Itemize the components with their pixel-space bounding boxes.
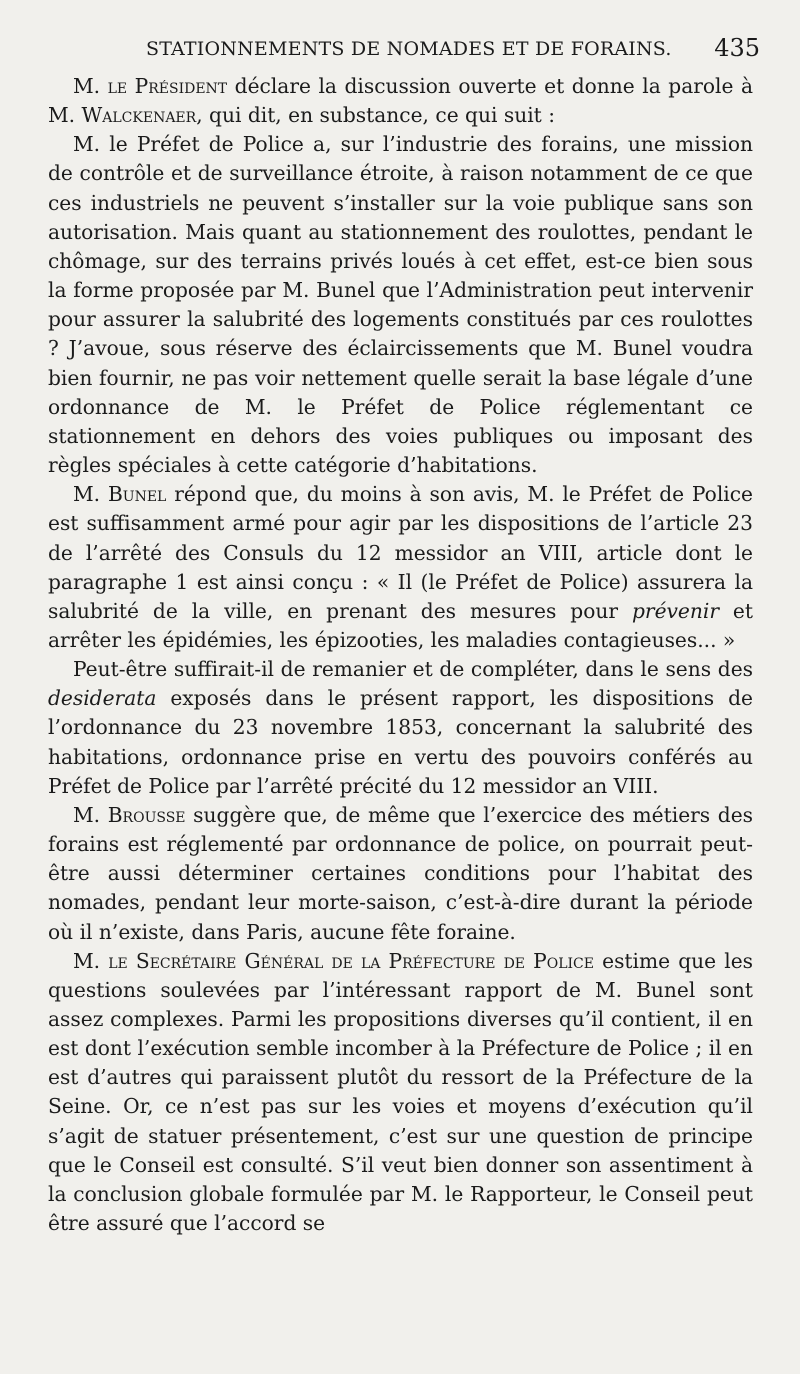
paragraph-text: M. le Préfet de Police a, sur l’industrie des forains, une mission de contrôle et de surveillance étroite, à raison notamment de ce que ces industriels ne peuvent s’installer sur la voie publique sans son autorisation. Mais quant au stationnement des roulottes, pendant le chômage, sur des terrains privés loués à cet effet, est-ce bien sous la forme proposée par M. Bunel que l’Administration peut intervenir pour assurer la salubrité des logements constitués par ces roulottes ? J’avoue, sous réserve des éclaircissements que M. Bunel voudra bien fournir, ne pas voir nettement quelle serait la base légale d’une ordonnance de M. le Préfet de Police réglementant ce stationnement en dehors des voies publiques ou imposant des règles spéciales à cette catégorie d’habitations.: [48, 132, 753, 478]
paragraph-text: , qui dit, en substance, ce qui suit :: [196, 103, 556, 128]
running-header: [100, 34, 760, 64]
paragraph-president: [48, 72, 753, 130]
page-number: 435: [714, 34, 760, 62]
speaker-name: M. Brousse: [73, 802, 186, 827]
paragraph-text: Peut-être suffirait-il de remanier et de compléter, dans le sens des: [73, 657, 753, 682]
paragraph-bunel-continued: [48, 655, 753, 801]
paragraph-walckenaer-speech: [48, 130, 753, 480]
paragraph-text: déclare la discussion ouverte et donne la parole à M.: [48, 74, 754, 128]
paragraph-text: et arrêter les épidémies, les épizooties, les maladies contagieuses... »: [48, 598, 753, 652]
body-text: [48, 72, 753, 1238]
paragraph-text: exposés dans le présent rapport, les dispositions de l’ordonnance du 23 novembre 1853, concernant la salubrité des habitations, ordonnance prise en vertu des pouvoirs conférés au Préfet de Police par l’arrêté précité du 12 messidor an VIII.: [48, 686, 753, 798]
paragraph-secretaire-general: [48, 947, 753, 1239]
speaker-name: Walckenaer: [81, 103, 197, 128]
italic-text: desiderata: [48, 686, 157, 711]
paragraph-brousse: [48, 801, 753, 947]
italic-text: prévenir: [632, 598, 719, 623]
running-title: STATIONNEMENTS DE NOMADES ET DE FORAINS.: [146, 38, 672, 60]
speaker-name: M. le Secrétaire Général de la Préfecture de Police: [73, 948, 594, 973]
paragraph-text: estime que les questions soulevées par l’intéressant rapport de M. Bunel sont assez complexes. Parmi les propositions diverses qu’il contient, il en est dont l’exécution semble incomber à la Préfecture de Police ; il en est d’autres qui paraissent plutôt du ressort de la Préfecture de la Seine. Or, ce n’est pas sur les voies et moyens d’exécution qu’il s’agit de statuer présentement, c’est sur une question de principe que le Conseil est consulté. S’il veut bien donner son assentiment à la conclusion globale formulée par M. le Rapporteur, le Conseil peut être assuré que l’accord se: [48, 948, 753, 1236]
paragraph-bunel: [48, 480, 753, 655]
speaker-name: M. Bunel: [73, 482, 167, 507]
paragraph-text: suggère que, de même que l’exercice des métiers des forains est réglementé par ordonnance de police, on pourrait peut-être aussi déterminer certaines conditions pour l’habitat des nomades, pendant leur morte-saison, c’est-à-dire durant la période où il n’existe, dans Paris, aucune fête foraine.: [48, 802, 754, 944]
speaker-name: M. le Président: [73, 74, 228, 98]
paragraph-text: répond que, du moins à son avis, M. le Préfet de Police est suffisamment armé pour agir par les dispositions de l’article 23 de l’arrêté des Consuls du 12 messidor an VIII, article dont le paragraphe 1 est ainsi conçu : « Il (le Préfet de Police) assurera la salubrité de la ville, en prenant des mesures pour: [48, 482, 754, 623]
